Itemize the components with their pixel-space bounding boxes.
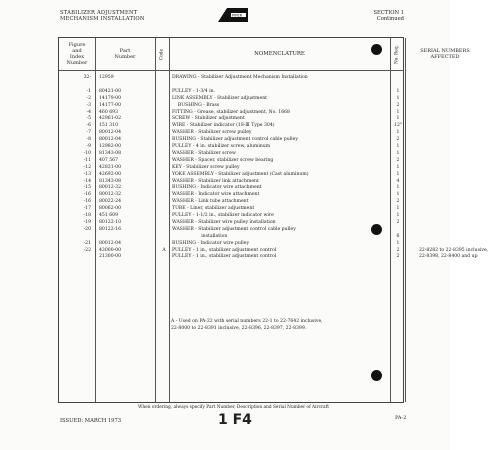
cell-quantity: 2 xyxy=(396,247,400,253)
cell-serial-numbers: 22-8282 to 22-8395 inclusive, xyxy=(419,247,489,253)
cell-nomenclature: PULLEY - 1 in., stabilizer adjustment control xyxy=(172,247,277,253)
cell-index-number: -19 xyxy=(83,219,91,225)
cell-part-number: 81343-08 xyxy=(99,150,122,156)
cell-nomenclature: BUSHING - Indicator wire pulley xyxy=(172,240,250,246)
header-code: Code xyxy=(159,48,165,61)
cell-nomenclature: PULLEY - 1-1/2 in., stabilizer indicator wire xyxy=(172,213,274,218)
cell-quantity: 1 xyxy=(396,213,400,218)
header-figure-index: Figure and Index Number xyxy=(66,42,88,66)
cell-quantity: 2 xyxy=(396,137,400,143)
cell-nomenclature: installation xyxy=(172,233,228,239)
cell-part-number: 80022-24 xyxy=(99,199,122,205)
header-divider xyxy=(59,70,403,71)
cell-index-number: -16 xyxy=(83,192,91,198)
cell-nomenclature: BUSHING - Indicator wire attachment xyxy=(172,185,262,191)
cell-index-number: -3 xyxy=(86,102,91,108)
cell-nomenclature: PULLEY - 1-3/4 in. xyxy=(172,88,216,94)
cell-nomenclature: WASHER - Stabilizer adjustment control cable pulley xyxy=(172,226,296,232)
cell-part-number: 12982-00 xyxy=(99,144,122,149)
cell-quantity: 1 xyxy=(396,185,400,191)
cell-nomenclature: WASHER - Stabilizer wire pulley installation xyxy=(172,219,276,225)
cell-code: A xyxy=(162,247,166,253)
cell-nomenclature: WIRE - Stabilizer indicator (18-Ⅲ Type 304) xyxy=(172,123,275,129)
header-section-line-2: Continued xyxy=(376,16,404,22)
cell-serial-numbers: 22-8398, 22-8400 and up xyxy=(419,254,478,260)
cell-index-number: -10 xyxy=(83,150,91,156)
microfiche-grid-number: 1 F4 xyxy=(218,412,252,428)
cell-index-number: 32- xyxy=(83,75,91,80)
cell-part-number: 14177-00 xyxy=(99,102,122,108)
cell-index-number: -5 xyxy=(86,116,91,122)
cell-quantity: 1 xyxy=(396,109,400,115)
cell-nomenclature: TUBE - Liner, stabilizer adjustment xyxy=(172,206,255,212)
header-nomenclature: NOMENCLATURE xyxy=(254,51,305,57)
col-divider-5 xyxy=(405,38,406,402)
cell-index-number: -21 xyxy=(83,240,91,246)
cell-quantity: 2 xyxy=(396,254,400,260)
cell-quantity: 1 xyxy=(396,130,400,136)
issued-date: ISSUED: MARCH 1973 xyxy=(60,418,122,424)
header-title-line-2: MECHANISM INSTALLATION xyxy=(60,16,145,22)
cell-index-number: -8 xyxy=(86,137,91,143)
cell-quantity: 1 xyxy=(396,164,400,170)
cell-part-number: 407 567 xyxy=(99,157,118,163)
header-section-line-1: SECTION 1 xyxy=(373,10,404,16)
cell-nomenclature: SCREW - Stabilizer adjustment xyxy=(172,116,245,122)
cell-part-number: 21300-00 xyxy=(99,254,122,260)
cell-nomenclature: PULLEY - 1 in., stabilizer adjustment control xyxy=(172,254,277,260)
cell-quantity: 1 xyxy=(396,95,400,101)
cell-index-number: -11 xyxy=(83,157,91,163)
cell-quantity: 1 xyxy=(396,144,400,149)
cell-quantity: 1 xyxy=(396,206,400,212)
cell-part-number: 80012-04 xyxy=(99,240,122,246)
page-header-title xyxy=(60,10,145,22)
cell-index-number: -14 xyxy=(83,178,91,184)
cell-quantity: 2 xyxy=(396,102,400,108)
cell-part-number: 80062-00 xyxy=(99,206,122,212)
cell-nomenclature: WASHER - Spacer, stabilizer screw bearing xyxy=(172,157,274,163)
cell-index-number: -12 xyxy=(83,164,91,170)
cell-nomenclature: DRAWING - Stabilizer Adjustment Mechanism Installation xyxy=(172,75,308,80)
cell-part-number: 42692-00 xyxy=(99,171,122,177)
cell-index-number: -22 xyxy=(83,247,91,253)
cell-quantity: 2 xyxy=(396,219,400,225)
cell-part-number: 80122-16 xyxy=(99,226,122,232)
cell-index-number: -7 xyxy=(86,130,91,136)
header-part-number: Part Number xyxy=(114,48,136,60)
piper-logo xyxy=(218,8,248,22)
cell-nomenclature: BUSHING - Stabilizer adjustment control cable pulley xyxy=(172,137,298,143)
cell-part-number: 81343-08 xyxy=(99,178,122,184)
cell-quantity: 1 xyxy=(396,88,400,94)
header-title-line-1: STABILIZER ADJUSTMENT xyxy=(60,10,138,16)
page-number: PA-2 xyxy=(395,415,407,421)
cell-part-number: 80122-10 xyxy=(99,219,122,225)
cell-index-number: -15 xyxy=(83,185,91,191)
header-serial-numbers: SERIAL NUMBERS AFFECTED xyxy=(420,48,470,60)
cell-quantity: 1 xyxy=(396,150,400,156)
cell-part-number: 151 310 xyxy=(99,123,118,129)
parts-table xyxy=(58,37,489,403)
table-row xyxy=(59,253,478,260)
cell-index-number: -17 xyxy=(83,206,91,212)
cell-index-number: -9 xyxy=(86,144,91,149)
cell-part-number: 12959 xyxy=(99,75,114,80)
cell-part-number: 14179-00 xyxy=(99,95,122,101)
cell-part-number: 42831-00 xyxy=(99,164,122,170)
footnote-a: A - Used on PA-22 with serial numbers 22-1 to 22-7642 inclusive, 22-8000 to 22-8391 inclusive, 22-8396, 22-8397, 22-8399. xyxy=(171,319,323,331)
cell-part-number: 80012-04 xyxy=(99,137,122,143)
cell-index-number: -4 xyxy=(86,109,91,115)
cell-quantity: 2 xyxy=(396,199,400,205)
cell-nomenclature: WASHER - Stabilizer screw pulley xyxy=(172,130,252,136)
cell-quantity: 1 xyxy=(396,240,400,246)
cell-part-number: 80012-32 xyxy=(99,192,122,198)
cell-index-number: -20 xyxy=(83,226,91,232)
cell-nomenclature: LINK ASSEMBLY - Stabilizer adjustment xyxy=(172,95,268,101)
cell-quantity: 6 xyxy=(396,233,400,239)
cell-part-number: 80012-04 xyxy=(99,130,122,136)
logo-text: PIPER xyxy=(232,13,243,18)
cell-quantity: 4 xyxy=(396,178,400,184)
cell-part-number: 451 609 xyxy=(99,213,118,218)
cell-index-number: -2 xyxy=(86,95,91,101)
cell-quantity: 2 xyxy=(396,157,400,163)
cell-nomenclature: WASHER - Stabilizer screw xyxy=(172,150,236,156)
cell-index-number: -6 xyxy=(86,123,91,129)
cell-part-number: 460 693 xyxy=(99,109,118,115)
cell-index-number: -16 xyxy=(83,199,91,205)
cell-quantity: 1 xyxy=(396,171,400,177)
cell-quantity: 1 xyxy=(396,116,400,122)
cell-nomenclature: PULLEY - 4 in. stabilizer screw, aluminum xyxy=(172,144,271,149)
cell-part-number: 43000-00 xyxy=(99,247,122,253)
cell-nomenclature: KEY - Stabilizer screw pulley xyxy=(172,164,240,170)
cell-nomenclature: FITTING - Grease, stabilizer adjustment, No. 1668 xyxy=(172,109,290,115)
cell-part-number: 80012-32 xyxy=(99,185,122,191)
ordering-instruction: When ordering, always specify Part Number, Description and Serial Number of Aircraft xyxy=(138,405,329,410)
cell-quantity: 1 xyxy=(396,192,400,198)
cell-nomenclature: WASHER - Indicator wire attachment xyxy=(172,192,260,198)
cell-nomenclature: YOKE ASSEMBLY - Stabilizer adjustment (Cast aluminum) xyxy=(172,171,309,177)
cell-part-number: 42961-02 xyxy=(99,116,122,122)
cell-index-number: -13 xyxy=(83,171,91,177)
header-qty: No. Req. xyxy=(394,45,400,64)
cell-index-number: -18 xyxy=(83,213,91,218)
cell-index-number: -1 xyxy=(86,88,91,94)
cell-part-number: 80421-00 xyxy=(99,88,122,94)
cell-nomenclature: BUSHING - Brass xyxy=(172,102,220,108)
cell-nomenclature: WASHER - Stabilizer link attachment xyxy=(172,178,259,184)
cell-nomenclature: WASHER - Link tube attachment xyxy=(172,199,249,205)
cell-quantity: 12" xyxy=(394,123,402,129)
page-header-section xyxy=(373,10,404,22)
